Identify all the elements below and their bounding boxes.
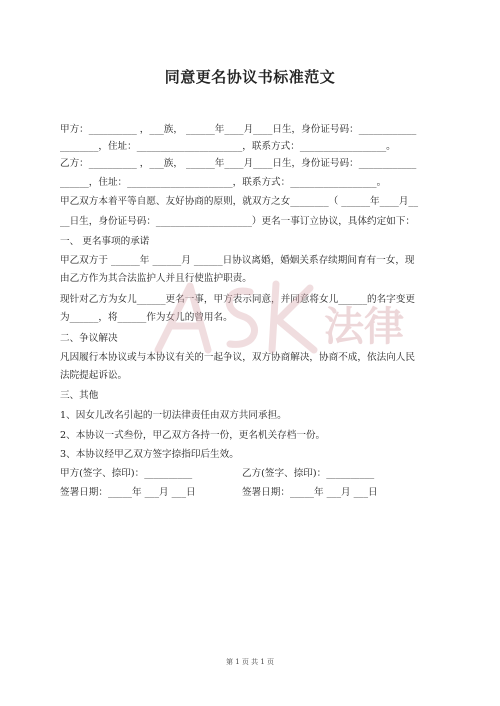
body-line: 乙方：__________ ，___族， ______年____月____日生，身份证号码：____________ [60,158,417,169]
body-line: 为______，将______作为女儿的曾用名。 [60,312,233,323]
body-line: 现针对乙方为女儿______更名一事，甲方表示同意，并同意将女儿______的名字变更 [60,294,415,305]
signature-date-a: 签署日期：_____年 ___月 ___日 [60,487,196,498]
body-line: __日生，身份证号码：____________________）更名一事订立协议，具体约定如下： [60,216,415,227]
signature-party-a: 甲方(签字、捺印)：__________ [60,468,193,479]
body-line: ________，住址：______________________，联系方式：__________________。 [60,141,396,152]
signature-date-b: 签署日期：_____年 ___月 ___日 [242,487,378,498]
body-line: 甲乙双方于 ______年 ______月 ______日协议离婚，婚姻关系存续期间育有一女，现 [60,255,415,266]
body-line: 法院提起诉讼。 [60,370,128,381]
body-line: 凡因履行本协议或与本协议有关的一起争议，双方协商解决，协商不成，依法向人民 [60,352,415,363]
body-line: 2、本协议一式叁份，甲乙双方各持一份，更名机关存档一份。 [60,430,326,441]
page-footer: 第 1 页 共 1 页 [225,658,275,666]
document-title: 同意更名协议书标准范文 [164,68,336,86]
section-heading: 一、 更名事项的承诺 [60,236,150,247]
body-line: 甲乙双方本着平等自愿、友好协商的原则，就双方之女________（ ______年____月__ [60,196,419,207]
body-line: 甲方：__________ ，___族， ______年____月____日生，身份证号码：____________ [60,124,417,135]
signature-party-b: 乙方(签字、捺印)：__________ [242,468,375,479]
section-heading: 二、争议解决 [60,333,118,344]
section-heading: 三、其他 [60,390,99,401]
body-line: 1、因女儿改名引起的一切法律责任由双方共同承担。 [60,410,287,421]
body-line: 3、本协议经甲乙双方签字捺指印后生效。 [60,449,239,460]
watermark-text: 法律 [324,304,404,350]
body-line: 由乙方作为其合法监护人并且行使监护职责。 [60,273,252,284]
body-line: ______，住址：______________________，联系方式：__________________。 [60,177,387,188]
